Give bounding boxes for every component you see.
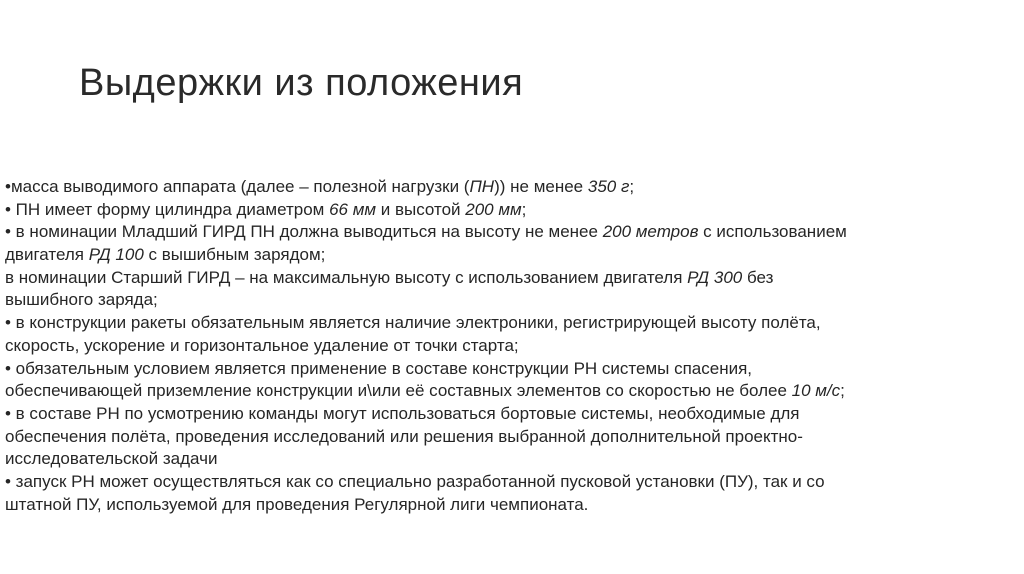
body-line (5, 221, 1010, 244)
emphasis-text: ПН (469, 177, 495, 196)
slide-title: Выдержки из положения (79, 62, 524, 104)
body-text: двигателя (5, 245, 89, 265)
emphasis-text: 200 метров (602, 222, 699, 242)
body-text: • запуск РН может осуществляться как со специально разработанной пусковой установки (ПУ), так и со (5, 471, 825, 491)
body-text: скорость, ускорение и горизонтальное удаление от точки старта; (5, 335, 519, 355)
emphasis-text: 350 г (587, 177, 630, 196)
body-text: исследовательской задачи (5, 449, 218, 469)
body-text: •масса выводимого аппарата (далее – полезной нагрузки ( (5, 177, 470, 196)
emphasis-text: 66 мм (329, 199, 377, 219)
body-text: с использованием (698, 222, 847, 242)
body-text: ; (521, 199, 527, 219)
body-line (5, 176, 1010, 199)
body-text: • обязательным условием является применение в составе конструкции РН системы спасения, (5, 358, 753, 378)
emphasis-text: РД 100 (88, 245, 144, 265)
body-line (5, 199, 1010, 222)
body-line (5, 312, 1010, 335)
body-text: штатной ПУ, используемой для проведения Регулярной лиги чемпионата. (5, 494, 589, 514)
body-line (5, 448, 1010, 471)
body-text: • в номинации Младший ГИРД ПН должна выводиться на высоту не менее (5, 222, 603, 242)
body-text: вышибного заряда; (5, 290, 158, 310)
body-text: обеспечения полёта, проведения исследований или решения выбранной дополнительной проектно- (5, 426, 803, 446)
body-line (5, 380, 1010, 403)
body-line (5, 244, 1010, 267)
body-text: без (742, 267, 774, 287)
body-text: • в конструкции ракеты обязательным является наличие электроники, регистрирующей высоту полёта, (5, 313, 821, 333)
body-text: и высотой (376, 199, 466, 219)
body-line (5, 494, 1010, 517)
body-text: обеспечивающей приземление конструкции и\или её составных элементов со скоростью не более (5, 381, 792, 401)
body-text: )) не менее (494, 177, 588, 196)
body-text: ; (840, 381, 845, 401)
body-line (5, 358, 1010, 381)
body-line (5, 426, 1010, 449)
body-text: • ПН имеет форму цилиндра диаметром (5, 199, 330, 219)
body-line (5, 403, 1010, 426)
slide-body-text (5, 176, 1010, 516)
body-text: с вышибным зарядом; (143, 245, 326, 265)
body-text: ; (629, 177, 635, 196)
emphasis-text: РД 300 (687, 267, 743, 287)
body-line (5, 267, 1010, 290)
body-line (5, 335, 1010, 358)
body-line (5, 471, 1010, 494)
body-text: • в составе РН по усмотрению команды могут использоваться бортовые системы, необходимые для (5, 403, 800, 423)
body-line (5, 289, 1010, 312)
emphasis-text: 10 м/с (791, 381, 841, 401)
emphasis-text: 200 мм (465, 199, 522, 219)
body-text: в номинации Старший ГИРД – на максимальную высоту с использованием двигателя (5, 267, 688, 287)
